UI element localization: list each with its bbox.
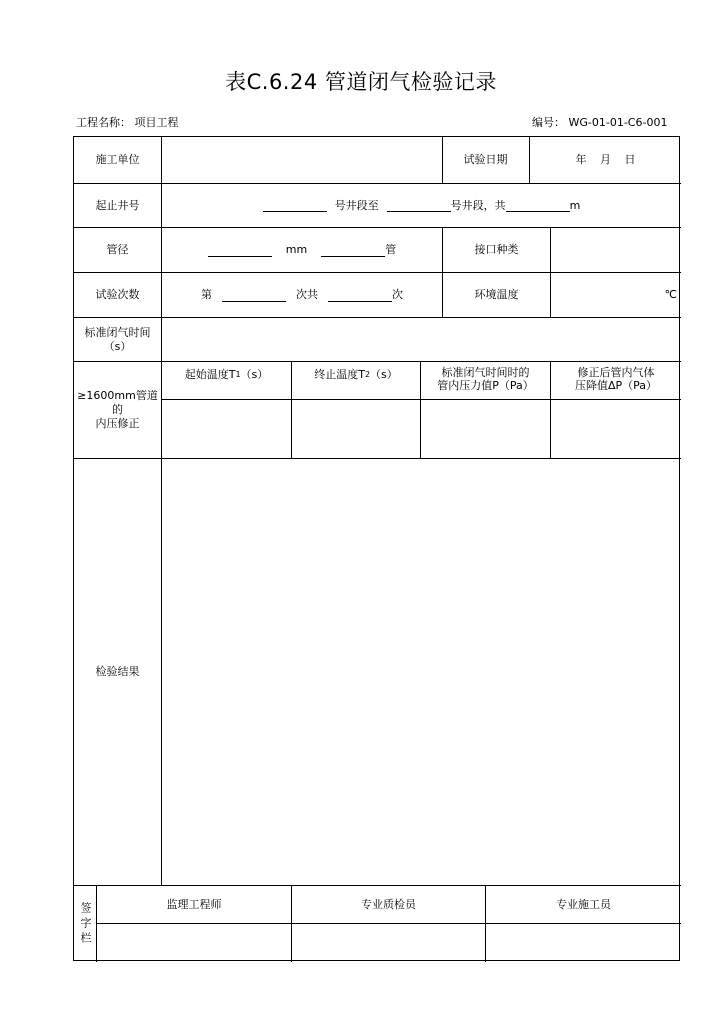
inspector-sign[interactable] bbox=[292, 924, 485, 962]
date-label: 试验日期 bbox=[463, 153, 508, 166]
std-time-label: 标准闭气时间 （s） bbox=[84, 325, 151, 353]
pipe-text: 管 bbox=[385, 243, 397, 256]
project-name bbox=[76, 114, 179, 130]
pressure-header: 标准闭气时间时的 管内压力值P（Pa） bbox=[437, 366, 534, 392]
result-label: 检验结果 bbox=[95, 665, 140, 678]
diameter-value[interactable] bbox=[162, 228, 442, 272]
inspector-label: 专业质检员 bbox=[361, 897, 416, 911]
count-mid: 次共 bbox=[296, 288, 318, 301]
supervisor-sign[interactable] bbox=[97, 924, 291, 962]
project-label: 工程名称： bbox=[76, 116, 131, 129]
unit-label: 施工单位 bbox=[95, 153, 140, 166]
well-label: 起止井号 bbox=[95, 198, 140, 212]
start-temp-sub: 1 bbox=[235, 370, 241, 379]
record-table bbox=[73, 136, 680, 961]
count-end: 次 bbox=[392, 288, 403, 301]
joint-input[interactable] bbox=[551, 228, 681, 272]
well-range[interactable] bbox=[162, 184, 681, 227]
diameter-label: 管径 bbox=[106, 243, 129, 256]
temp-unit[interactable]: ℃ bbox=[664, 288, 677, 301]
correction-label: ≥1600mm管道的 内压修正 bbox=[77, 389, 158, 430]
code-label: 编号： bbox=[532, 116, 565, 129]
sign-label: 签字栏 bbox=[79, 901, 92, 947]
start-temp-header bbox=[162, 362, 291, 399]
result-input[interactable] bbox=[162, 459, 681, 885]
well-unit: m bbox=[569, 198, 581, 212]
drop-header: 修正后管内气体 压降值ΔP（Pa） bbox=[574, 366, 658, 392]
count-blank[interactable] bbox=[222, 289, 286, 302]
diameter-unit: mm bbox=[285, 243, 308, 256]
drop-input[interactable] bbox=[551, 400, 681, 458]
end-temp-sub: 2 bbox=[364, 370, 371, 379]
page-title: 表C.6.24 管道闭气检验记录 bbox=[225, 70, 497, 94]
pressure-input[interactable] bbox=[421, 400, 550, 458]
joint-label: 接口种类 bbox=[474, 243, 519, 256]
start-temp-unit: （s） bbox=[240, 368, 269, 381]
std-time-input[interactable] bbox=[162, 318, 681, 361]
well-start-blank[interactable] bbox=[263, 199, 327, 212]
unit-input[interactable] bbox=[162, 137, 442, 183]
project-value: 项目工程 bbox=[134, 116, 179, 129]
pipe-blank[interactable] bbox=[321, 244, 385, 257]
count-value[interactable] bbox=[162, 273, 442, 317]
total-blank[interactable] bbox=[328, 289, 392, 302]
count-first: 第 bbox=[201, 288, 212, 301]
well-end-blank[interactable] bbox=[387, 199, 451, 212]
count-label: 试验次数 bbox=[95, 288, 140, 301]
form-code bbox=[532, 114, 667, 130]
end-temp-unit: （s） bbox=[370, 368, 398, 381]
code-value: WG-01-01-C6-001 bbox=[568, 116, 668, 129]
start-temp-text: 起始温度T bbox=[184, 368, 236, 381]
well-text-a: 号井段至 bbox=[334, 198, 379, 212]
well-length-blank[interactable] bbox=[506, 199, 570, 212]
diameter-blank[interactable] bbox=[208, 244, 272, 257]
supervisor-label: 监理工程师 bbox=[166, 897, 222, 911]
well-text-b: 号井段，共 bbox=[450, 198, 506, 212]
date-value[interactable]: 年 月 日 bbox=[575, 153, 636, 166]
constructor-label: 专业施工员 bbox=[556, 897, 611, 911]
temp-label: 环境温度 bbox=[474, 288, 519, 301]
constructor-sign[interactable] bbox=[486, 924, 681, 962]
end-temp-text: 终止温度T bbox=[314, 368, 365, 381]
end-temp-input[interactable] bbox=[292, 400, 420, 458]
start-temp-input[interactable] bbox=[162, 400, 291, 458]
end-temp-header bbox=[292, 362, 420, 399]
